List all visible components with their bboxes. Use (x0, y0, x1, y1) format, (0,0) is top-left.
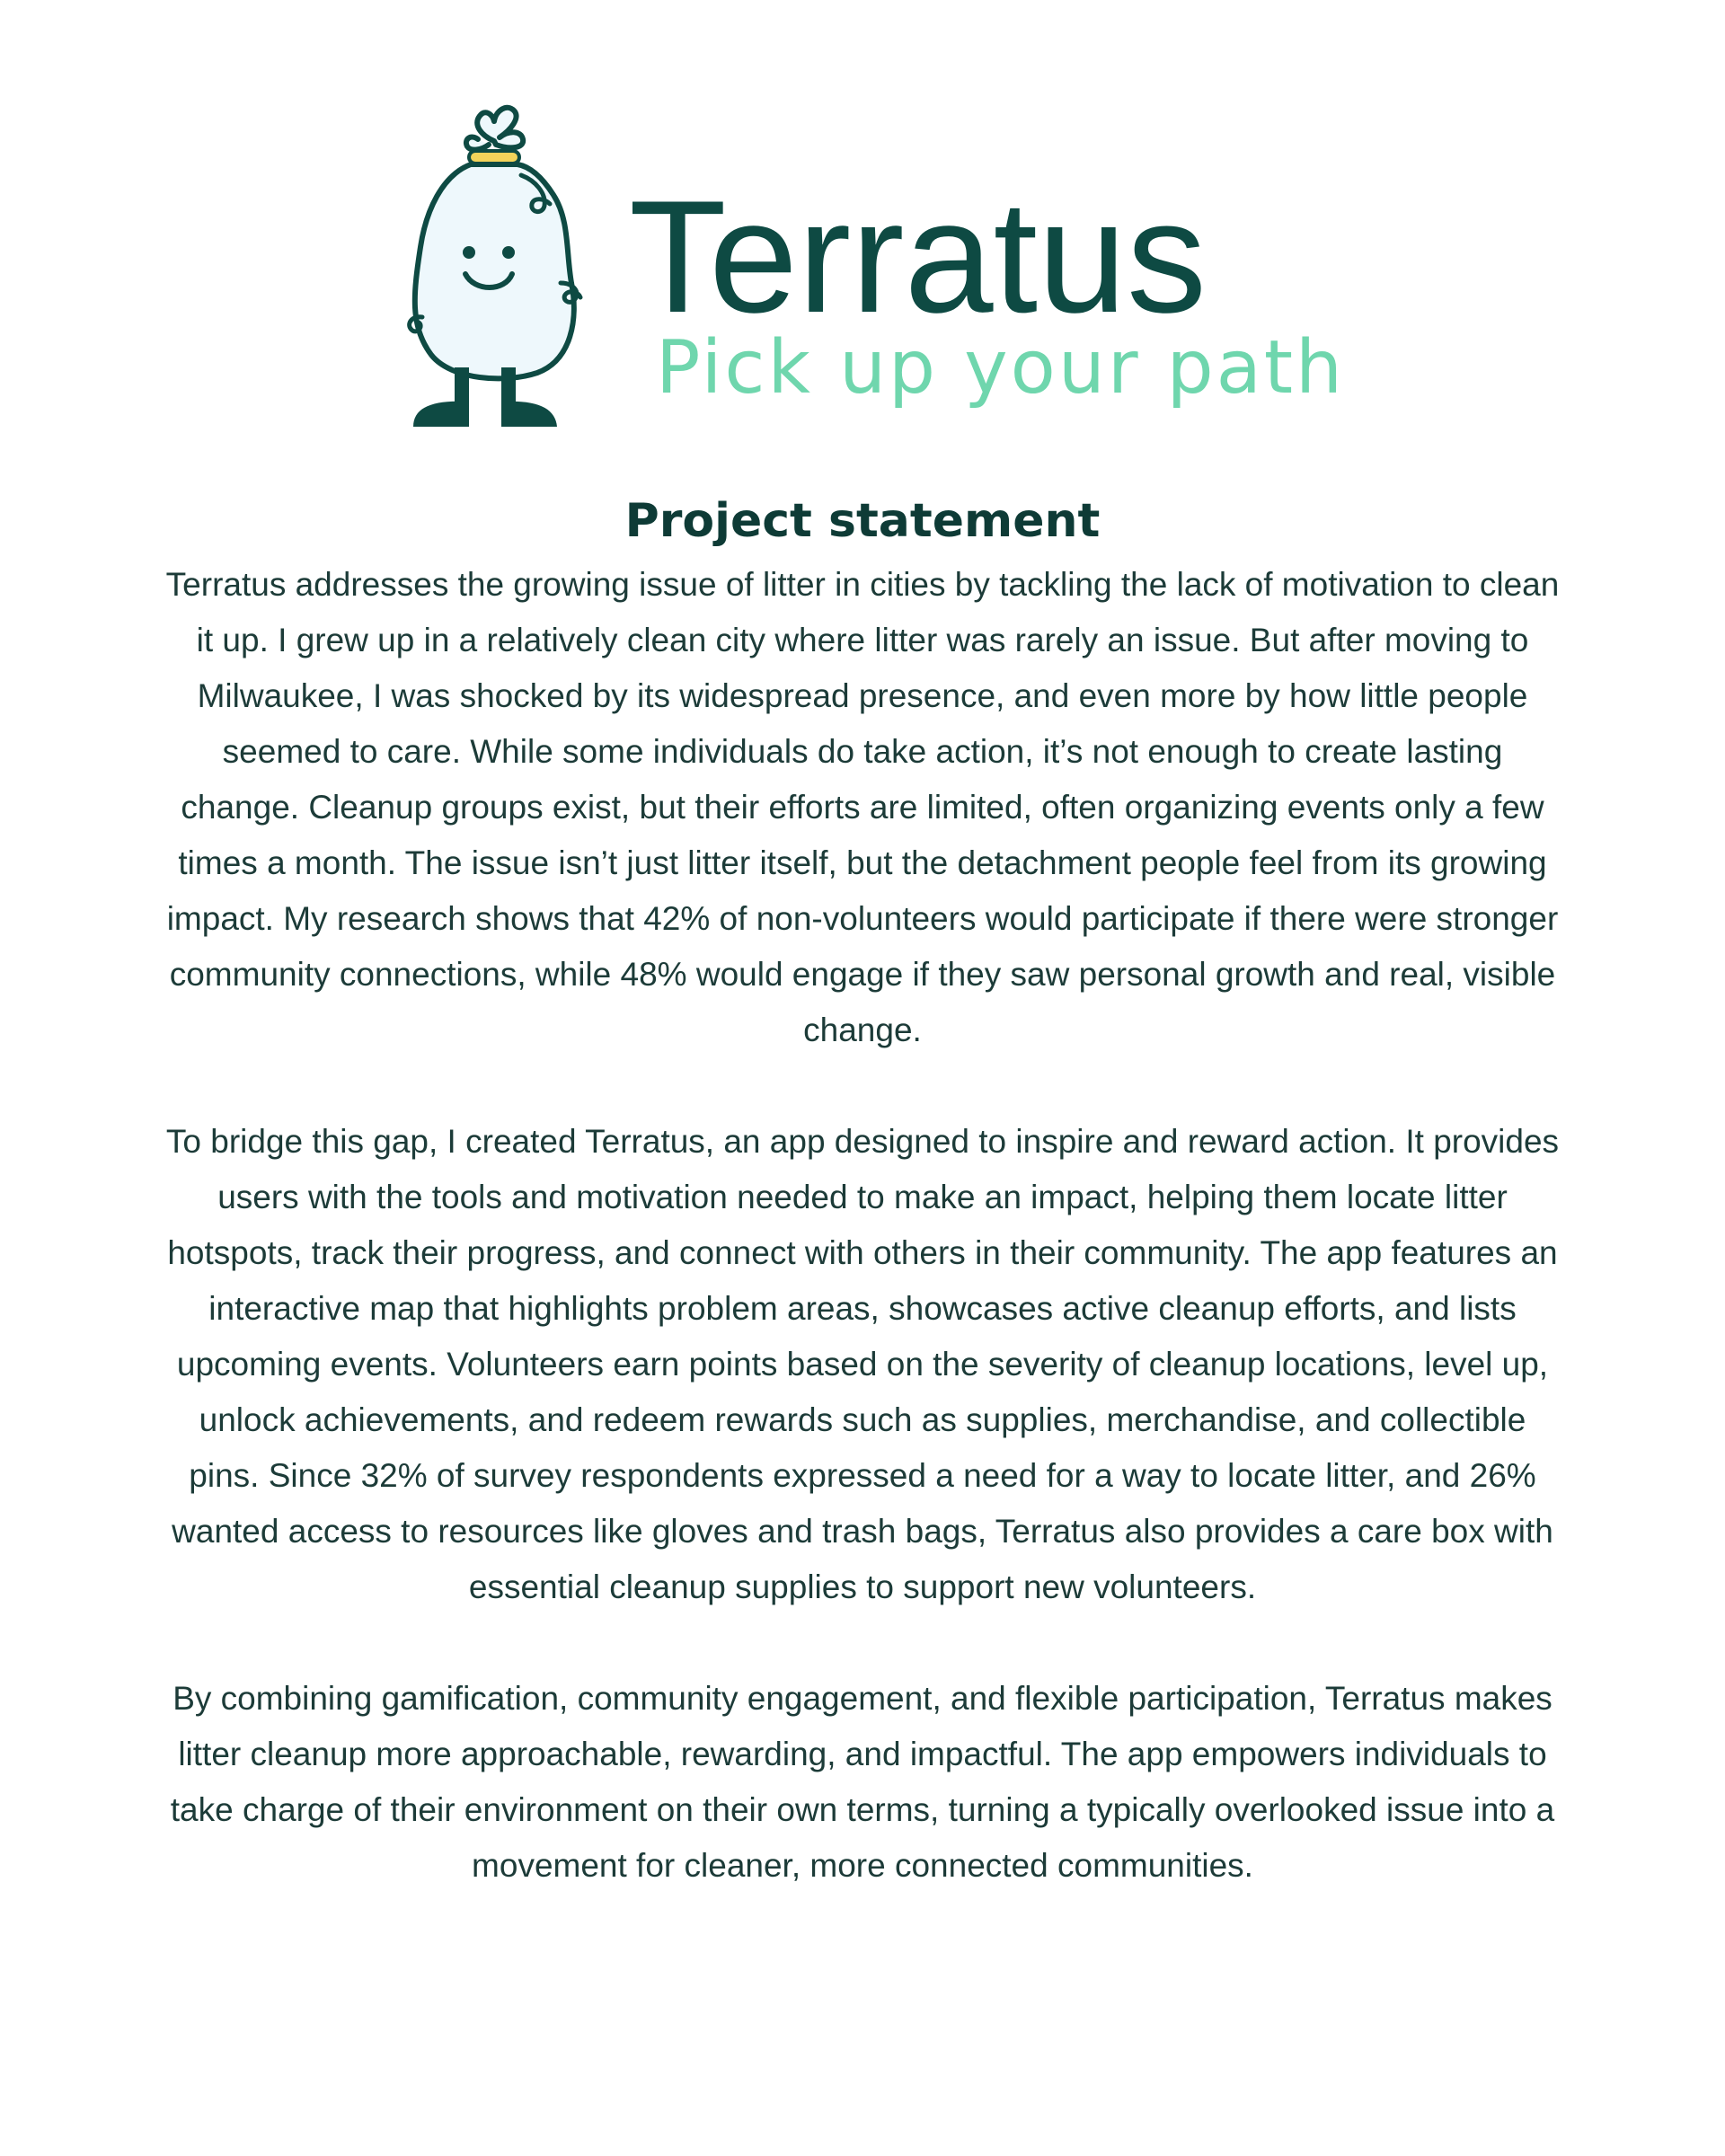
project-statement (162, 485, 1563, 1949)
trash-bag-mascot-icon (395, 94, 593, 427)
paragraph-problem: Terratus addresses the growing issue of litter in cities by tackling the lack of motivation to clean it up. I grew up in a relatively clean city where litter was rarely an issue. But after moving to Milwaukee, I was shocked by its widespread presence, and even more by how little people seemed to care. While some individuals do take action, it’s not enough to create lasting change. Cleanup groups exist, but their efforts are limited, often organizing events only a few times a month. The issue isn’t just litter itself, but the detachment people feel from its growing impact. My research shows that 42% of non-volunteers would participate if there were stronger community connections, while 48% would engage if they saw personal growth and real, visible change. (165, 566, 1560, 1048)
tagline: Pick up your path (656, 325, 1346, 409)
terratus-logo (395, 94, 1348, 427)
paragraph-conclusion: By combining gamification, community engagement, and flexible participation, Terratus makes litter cleanup more approachable, rewarding, and impactful. The app empowers individuals to take charge of their environment on their own terms, turning a typically overlooked issue into a movement for cleaner, more connected communities. (170, 1680, 1555, 1884)
page-title: Project statement (624, 494, 1101, 548)
paragraph-solution: To bridge this gap, I created Terratus, an app designed to inspire and reward action. It provides users with the tools and motivation needed to make an impact, helping them locate litter hotspots, track their progress, and connect with others in their community. The app features an interactive map that highlights problem areas, showcases active cleanup efforts, and lists upcoming events. Volunteers earn points based on the severity of cleanup locations, level up, unlock achievements, and redeem rewards such as supplies, merchandise, and collectible pins. Since 32% of survey respondents expressed a need for a way to locate litter, and 26% wanted access to resources like gloves and trash bags, Terratus also provides a care box with essential cleanup supplies to support new volunteers. (165, 1123, 1560, 1605)
brand-name: Terratus (629, 167, 1207, 346)
terratus-wordmark (629, 166, 1348, 409)
